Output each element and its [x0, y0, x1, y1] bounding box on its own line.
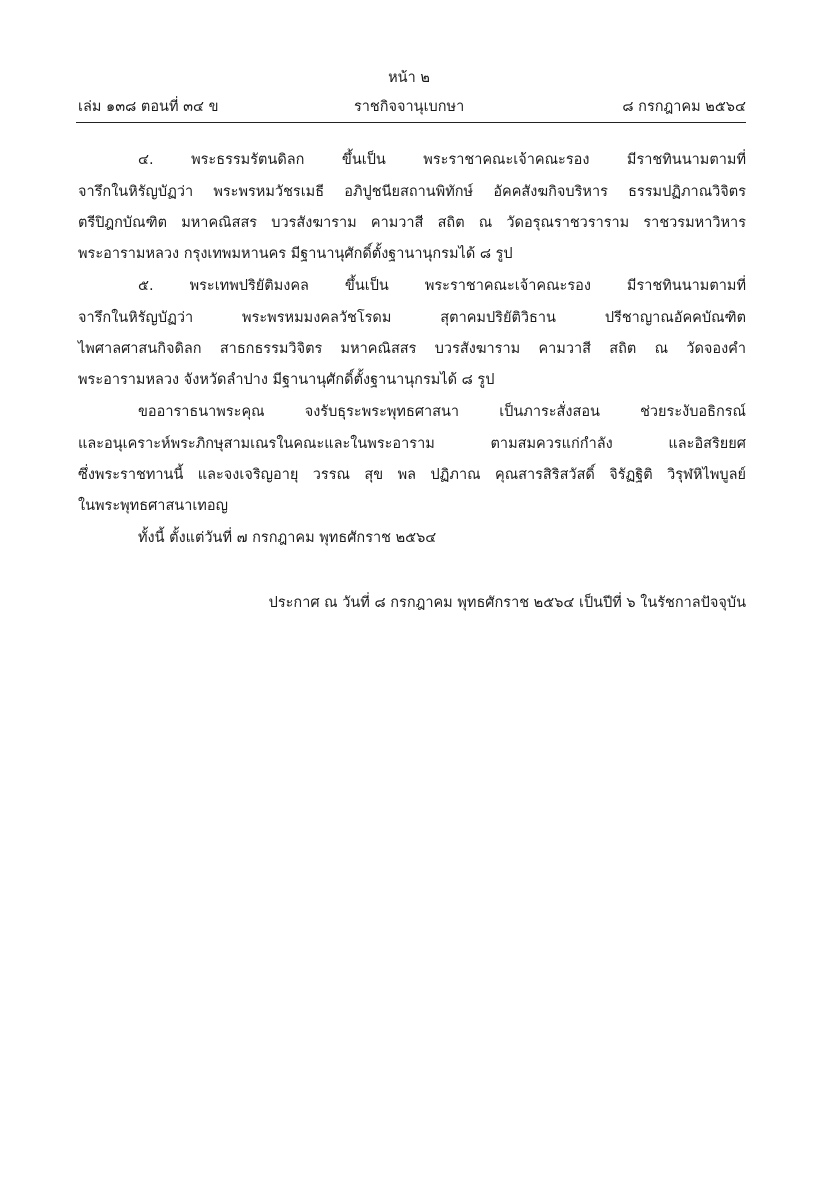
publication-title: ราชกิจจานุเบกษา	[354, 99, 465, 115]
volume-issue: เล่ม ๑๓๘ ตอนที่ ๓๔ ข	[78, 99, 219, 115]
effective-date-line: ทั้งนี้ ตั้งแต่วันที่ ๗ กรกฎาคม พุทธศักราช ๒๕๖๔	[138, 530, 437, 546]
text-line: ในพระพุทธศาสนาเทอญ	[78, 498, 228, 514]
text-line: จารึกในหิรัญบัฏว่า พระพรหมวัชรเมธี อภิปูชนียสถานพิทักษ์ อัคคสังฆกิจบริหาร ธรรมปฏิภาณวิจิตร	[78, 184, 746, 200]
announcement-line: ประกาศ ณ วันที่ ๘ กรกฎาคม พุทธศักราช ๒๕๖๔ เป็นปีที่ ๖ ในรัชกาลปัจจุบัน	[268, 595, 746, 611]
text-line: และอนุเคราะห์พระภิกษุสามเณรในคณะและในพระอาราม ตามสมควรแก่กำลัง และอิสริยยศ	[78, 436, 746, 452]
text-line: จารึกในหิรัญบัฏว่า พระพรหมมงคลวัชโรดม สุตาคมปริยัติวิธาน ปรีชาญาณอัคคบัณฑิต	[78, 310, 746, 326]
text-line: พระอารามหลวง จังหวัดลำปาง มีฐานานุศักดิ์ตั้งฐานานุกรมได้ ๘ รูป	[78, 372, 495, 388]
text-line: ตรีปิฎกบัณฑิต มหาคณิสสร บวรสังฆาราม คามวาสี สถิต ณ วัดอรุณราชวราราม ราชวรมหาวิหาร	[78, 215, 746, 231]
text-line: ขออาราธนาพระคุณ จงรับธุระพระพุทธศาสนา เป็นภาระสั่งสอน ช่วยระงับอธิกรณ์	[138, 404, 746, 420]
text-line: พระอารามหลวง กรุงเทพมหานคร มีฐานานุศักดิ์ตั้งฐานานุกรมได้ ๘ รูป	[78, 246, 513, 262]
page-number: หน้า ๒	[388, 70, 430, 86]
text-line: ไพศาลศาสนกิจดิลก สาธกธรรมวิจิตร มหาคณิสสร บวรสังฆาราม คามวาสี สถิต ณ วัดจองคำ	[78, 341, 746, 357]
text-line: ซึ่งพระราชทานนี้ และจงเจริญอายุ วรรณ สุข พล ปฏิภาณ คุณสารสิริสวัสดิ์ จิรัฏฐิติ วิรุฬหิไพบูลย์	[78, 467, 746, 483]
publication-date: ๘ กรกฎาคม ๒๕๖๔	[622, 99, 746, 115]
header-divider	[76, 122, 746, 123]
text-line: ๕. พระเทพปริยัติมงคล ขึ้นเป็น พระราชาคณะเจ้าคณะรอง มีราชทินนามตามที่	[138, 278, 746, 294]
text-line: ๔. พระธรรมรัตนดิลก ขึ้นเป็น พระราชาคณะเจ้าคณะรอง มีราชทินนามตามที่	[138, 152, 746, 168]
running-header	[78, 95, 746, 115]
